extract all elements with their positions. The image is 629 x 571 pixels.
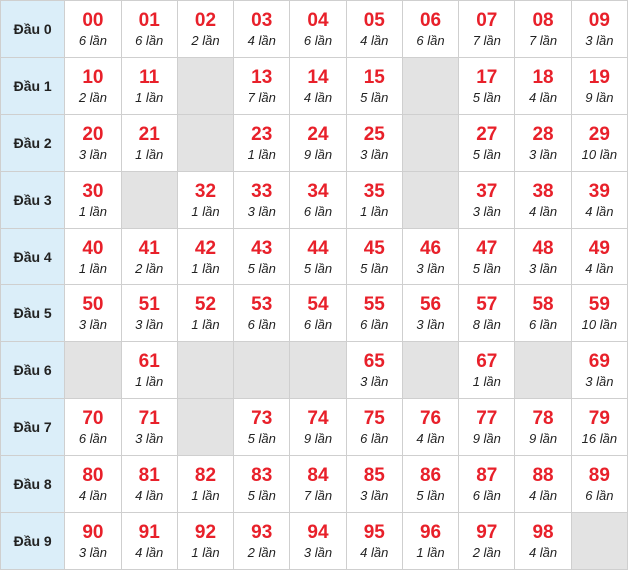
occurrence-count: 5 lần — [303, 260, 333, 276]
occurrence-count: 7 lần — [247, 89, 276, 105]
number-value: 06 — [419, 9, 442, 31]
occurrence-count: 3 lần — [360, 374, 389, 390]
occurrence-count: 1 lần — [191, 203, 220, 219]
occurrence-count: 5 lần — [247, 488, 276, 504]
occurrence-count: 3 lần — [78, 545, 108, 560]
occurrence-count: 2 lần — [472, 545, 501, 560]
number-cell — [234, 1, 290, 58]
occurrence-count: 3 lần — [360, 488, 389, 504]
occurrence-count: 1 lần — [191, 317, 220, 333]
row-head-label: Đầu 8 — [1, 456, 65, 513]
number-cell — [459, 285, 515, 342]
occurrence-count: 6 lần — [472, 488, 501, 504]
number-value: 27 — [476, 123, 498, 145]
number-value: 92 — [194, 522, 217, 543]
number-value: 80 — [82, 465, 104, 487]
number-value: 17 — [476, 66, 498, 88]
number-cell — [290, 171, 346, 228]
row-head-label: Đầu 9 — [1, 513, 65, 570]
number-value: 04 — [307, 9, 329, 31]
number-value: 03 — [251, 9, 273, 31]
number-value: 71 — [138, 408, 160, 430]
number-cell — [121, 342, 177, 399]
number-cell — [459, 228, 515, 285]
number-cell — [177, 456, 233, 513]
occurrence-count: 3 lần — [135, 431, 164, 447]
number-value: 37 — [476, 180, 498, 202]
number-cell — [346, 171, 402, 228]
number-value: 59 — [588, 294, 610, 316]
number-value: 67 — [476, 351, 498, 373]
number-cell — [234, 513, 290, 570]
number-value: 82 — [194, 465, 217, 487]
number-cell — [65, 57, 121, 114]
occurrence-count: 4 lần — [360, 545, 389, 560]
number-cell — [346, 114, 402, 171]
empty-cell — [177, 399, 233, 456]
occurrence-count: 1 lần — [360, 203, 389, 219]
number-value: 83 — [251, 465, 273, 487]
number-value: 07 — [476, 9, 498, 31]
occurrence-count: 1 lần — [191, 488, 220, 504]
number-cell — [65, 1, 121, 58]
number-cell — [177, 1, 233, 58]
occurrence-count: 3 lần — [416, 260, 445, 276]
number-cell — [571, 285, 627, 342]
table-row — [1, 342, 628, 399]
number-cell — [459, 456, 515, 513]
number-value: 21 — [138, 123, 160, 145]
number-value: 87 — [476, 465, 498, 487]
occurrence-count: 6 lần — [78, 431, 108, 447]
occurrence-count: 7 lần — [528, 32, 558, 48]
number-cell — [571, 342, 627, 399]
number-value: 73 — [251, 408, 273, 430]
number-value: 14 — [307, 66, 329, 88]
number-value: 96 — [419, 522, 442, 543]
occurrence-count: 16 lần — [581, 431, 618, 447]
number-value: 90 — [82, 522, 104, 543]
number-value: 76 — [419, 408, 442, 430]
number-cell — [571, 456, 627, 513]
number-cell — [65, 228, 121, 285]
number-value: 94 — [307, 522, 329, 543]
number-cell — [346, 513, 402, 570]
row-head-label: Đầu 4 — [1, 228, 65, 285]
number-value: 42 — [194, 237, 217, 259]
table-row — [1, 285, 628, 342]
number-cell — [121, 285, 177, 342]
occurrence-count: 1 lần — [247, 146, 276, 162]
empty-cell — [177, 342, 233, 399]
number-value: 74 — [307, 408, 329, 430]
number-value: 79 — [588, 408, 610, 430]
number-value: 65 — [363, 351, 385, 373]
empty-cell — [177, 57, 233, 114]
empty-cell — [571, 513, 627, 570]
number-value: 25 — [363, 123, 385, 145]
empty-cell — [290, 342, 346, 399]
number-cell — [290, 399, 346, 456]
number-value: 05 — [363, 9, 385, 31]
row-head-label: Đầu 5 — [1, 285, 65, 342]
occurrence-count: 9 lần — [303, 431, 333, 447]
occurrence-count: 4 lần — [135, 545, 164, 560]
number-cell — [402, 399, 458, 456]
occurrence-count: 6 lần — [360, 317, 389, 333]
number-value: 58 — [532, 294, 554, 316]
number-cell — [121, 1, 177, 58]
occurrence-count: 6 lần — [416, 32, 445, 48]
number-cell — [402, 513, 458, 570]
occurrence-count: 6 lần — [135, 32, 164, 48]
number-value: 48 — [532, 237, 554, 259]
number-cell — [121, 513, 177, 570]
occurrence-count: 6 lần — [528, 317, 558, 333]
occurrence-count: 9 lần — [472, 431, 501, 447]
row-head-label: Đầu 7 — [1, 399, 65, 456]
number-value: 19 — [588, 66, 610, 88]
occurrence-count: 1 lần — [78, 260, 108, 276]
number-cell — [459, 399, 515, 456]
number-value: 41 — [138, 237, 160, 259]
occurrence-count: 10 lần — [581, 146, 618, 162]
occurrence-count: 1 lần — [135, 374, 164, 390]
occurrence-count: 2 lần — [247, 545, 276, 560]
occurrence-count: 1 lần — [135, 89, 164, 105]
number-value: 33 — [251, 180, 273, 202]
number-cell — [234, 399, 290, 456]
occurrence-count: 5 lần — [360, 89, 389, 105]
number-cell — [515, 171, 571, 228]
number-value: 97 — [476, 522, 498, 543]
number-cell — [346, 228, 402, 285]
number-cell — [290, 285, 346, 342]
occurrence-count: 3 lần — [416, 317, 445, 333]
number-value: 54 — [307, 294, 329, 316]
occurrence-count: 4 lần — [416, 431, 445, 447]
occurrence-count: 7 lần — [303, 488, 333, 504]
number-cell — [459, 1, 515, 58]
number-value: 85 — [363, 465, 385, 487]
frequency-table-body — [1, 1, 628, 570]
occurrence-count: 4 lần — [247, 32, 276, 48]
number-value: 98 — [532, 522, 554, 543]
number-cell — [346, 57, 402, 114]
number-value: 75 — [363, 408, 385, 430]
number-cell — [459, 513, 515, 570]
occurrence-count: 5 lần — [247, 431, 276, 447]
occurrence-count: 3 lần — [585, 374, 614, 390]
number-value: 70 — [82, 408, 104, 430]
number-value: 43 — [251, 237, 273, 259]
number-value: 56 — [419, 294, 442, 316]
number-value: 01 — [138, 9, 160, 31]
occurrence-count: 4 lần — [528, 488, 558, 504]
number-value: 61 — [138, 351, 160, 373]
number-value: 34 — [307, 180, 329, 202]
occurrence-count: 3 lần — [585, 32, 614, 48]
number-value: 00 — [82, 9, 104, 31]
occurrence-count: 4 lần — [528, 545, 558, 560]
table-row — [1, 513, 628, 570]
number-cell — [177, 228, 233, 285]
occurrence-count: 1 lần — [191, 260, 220, 276]
number-value: 49 — [588, 237, 610, 259]
empty-cell — [121, 171, 177, 228]
number-cell — [515, 399, 571, 456]
occurrence-count: 6 lần — [360, 431, 389, 447]
number-cell — [515, 228, 571, 285]
number-cell — [346, 399, 402, 456]
number-cell — [234, 456, 290, 513]
number-cell — [290, 228, 346, 285]
number-cell — [346, 285, 402, 342]
number-cell — [515, 57, 571, 114]
number-cell — [571, 1, 627, 58]
number-cell — [515, 1, 571, 58]
number-cell — [65, 171, 121, 228]
occurrence-count: 2 lần — [191, 32, 220, 48]
empty-cell — [402, 57, 458, 114]
occurrence-count: 4 lần — [585, 260, 614, 276]
occurrence-count: 5 lần — [472, 260, 501, 276]
number-cell — [290, 1, 346, 58]
occurrence-count: 1 lần — [78, 203, 108, 219]
occurrence-count: 3 lần — [247, 203, 276, 219]
number-value: 53 — [251, 294, 273, 316]
row-head-label: Đầu 0 — [1, 1, 65, 58]
occurrence-count: 3 lần — [303, 545, 333, 560]
number-value: 91 — [138, 522, 160, 543]
number-cell — [515, 456, 571, 513]
number-cell — [65, 114, 121, 171]
number-value: 77 — [476, 408, 498, 430]
number-value: 02 — [194, 9, 217, 31]
occurrence-count: 9 lần — [303, 146, 333, 162]
empty-cell — [402, 114, 458, 171]
number-value: 55 — [363, 294, 385, 316]
occurrence-count: 3 lần — [135, 317, 164, 333]
occurrence-count: 5 lần — [416, 488, 445, 504]
number-cell — [65, 456, 121, 513]
number-cell — [346, 342, 402, 399]
occurrence-count: 6 lần — [247, 317, 276, 333]
occurrence-count: 4 lần — [528, 89, 558, 105]
number-value: 40 — [82, 237, 104, 259]
number-value: 11 — [139, 66, 160, 88]
occurrence-count: 4 lần — [528, 203, 558, 219]
number-value: 69 — [588, 351, 610, 373]
number-cell — [459, 171, 515, 228]
occurrence-count: 4 lần — [78, 488, 108, 504]
number-value: 52 — [194, 294, 217, 316]
occurrence-count: 6 lần — [303, 32, 333, 48]
occurrence-count: 9 lần — [528, 431, 558, 447]
number-value: 35 — [363, 180, 385, 202]
number-value: 23 — [251, 123, 273, 145]
number-cell — [571, 171, 627, 228]
occurrence-count: 10 lần — [581, 317, 618, 333]
number-cell — [402, 456, 458, 513]
occurrence-count: 6 lần — [303, 317, 333, 333]
occurrence-count: 6 lần — [585, 488, 614, 504]
empty-cell — [402, 171, 458, 228]
number-value: 13 — [251, 66, 273, 88]
number-cell — [65, 513, 121, 570]
occurrence-count: 5 lần — [247, 260, 276, 276]
table-row — [1, 456, 628, 513]
occurrence-count: 3 lần — [528, 146, 558, 162]
number-cell — [290, 456, 346, 513]
number-cell — [290, 57, 346, 114]
table-row — [1, 114, 628, 171]
number-value: 20 — [82, 123, 104, 145]
number-cell — [571, 57, 627, 114]
number-cell — [290, 513, 346, 570]
occurrence-count: 3 lần — [78, 317, 108, 333]
occurrence-count: 3 lần — [360, 146, 389, 162]
number-value: 86 — [419, 465, 442, 487]
number-value: 39 — [588, 180, 610, 202]
occurrence-count: 5 lần — [472, 89, 501, 105]
number-value: 08 — [532, 9, 554, 31]
row-head-label: Đầu 6 — [1, 342, 65, 399]
number-cell — [234, 57, 290, 114]
number-cell — [346, 1, 402, 58]
number-value: 10 — [82, 66, 104, 88]
number-cell — [121, 456, 177, 513]
number-cell — [177, 171, 233, 228]
number-value: 45 — [363, 237, 385, 259]
number-value: 28 — [532, 123, 554, 145]
number-cell — [121, 399, 177, 456]
number-cell — [459, 57, 515, 114]
row-head-label: Đầu 1 — [1, 57, 65, 114]
number-cell — [402, 1, 458, 58]
table-row — [1, 399, 628, 456]
row-head-label: Đầu 3 — [1, 171, 65, 228]
number-value: 18 — [532, 66, 554, 88]
number-value: 78 — [532, 408, 554, 430]
number-cell — [515, 285, 571, 342]
occurrence-count: 2 lần — [78, 89, 108, 105]
number-value: 30 — [82, 180, 104, 202]
number-cell — [234, 285, 290, 342]
occurrence-count: 4 lần — [360, 32, 389, 48]
number-value: 15 — [363, 66, 385, 88]
occurrence-count: 2 lần — [135, 260, 164, 276]
number-cell — [177, 285, 233, 342]
number-cell — [346, 456, 402, 513]
occurrence-count: 4 lần — [303, 89, 333, 105]
empty-cell — [65, 342, 121, 399]
number-cell — [121, 57, 177, 114]
number-cell — [515, 114, 571, 171]
number-cell — [459, 114, 515, 171]
empty-cell — [234, 342, 290, 399]
number-cell — [515, 513, 571, 570]
number-cell — [177, 513, 233, 570]
number-value: 93 — [251, 522, 273, 543]
number-value: 95 — [363, 522, 385, 543]
occurrence-count: 4 lần — [585, 203, 614, 219]
number-cell — [571, 114, 627, 171]
occurrence-count: 3 lần — [78, 146, 108, 162]
occurrence-count: 5 lần — [360, 260, 389, 276]
number-value: 50 — [82, 294, 104, 316]
occurrence-count: 1 lần — [191, 545, 220, 560]
table-row — [1, 228, 628, 285]
occurrence-count: 7 lần — [472, 32, 501, 48]
empty-cell — [515, 342, 571, 399]
number-cell — [402, 285, 458, 342]
occurrence-count: 4 lần — [135, 488, 164, 504]
number-value: 84 — [307, 465, 329, 487]
number-value: 44 — [307, 237, 329, 259]
table-row — [1, 57, 628, 114]
number-cell — [459, 342, 515, 399]
empty-cell — [402, 342, 458, 399]
number-cell — [121, 228, 177, 285]
number-value: 32 — [194, 180, 217, 202]
occurrence-count: 8 lần — [472, 317, 501, 333]
row-head-label: Đầu 2 — [1, 114, 65, 171]
number-value: 46 — [419, 237, 442, 259]
occurrence-count: 6 lần — [303, 203, 333, 219]
number-value: 09 — [588, 9, 610, 31]
number-cell — [65, 399, 121, 456]
table-row — [1, 1, 628, 58]
number-cell — [121, 114, 177, 171]
number-cell — [234, 228, 290, 285]
occurrence-count: 3 lần — [528, 260, 558, 276]
number-value: 89 — [588, 465, 610, 487]
number-cell — [234, 114, 290, 171]
number-value: 38 — [532, 180, 554, 202]
table-row — [1, 171, 628, 228]
occurrence-count: 5 lần — [472, 146, 501, 162]
number-cell — [402, 228, 458, 285]
occurrence-count: 1 lần — [472, 374, 501, 390]
number-value: 51 — [138, 294, 160, 316]
number-value: 47 — [476, 237, 498, 259]
number-value: 81 — [138, 465, 160, 487]
number-cell — [65, 285, 121, 342]
occurrence-count: 3 lần — [472, 203, 501, 219]
number-cell — [290, 114, 346, 171]
occurrence-count: 6 lần — [78, 32, 108, 48]
number-value: 29 — [588, 123, 610, 145]
occurrence-count: 9 lần — [585, 89, 614, 105]
number-cell — [234, 171, 290, 228]
occurrence-count: 1 lần — [416, 545, 445, 560]
number-value: 88 — [532, 465, 554, 487]
number-value: 57 — [476, 294, 498, 316]
number-cell — [571, 228, 627, 285]
empty-cell — [177, 114, 233, 171]
number-value: 24 — [307, 123, 329, 145]
occurrence-count: 1 lần — [135, 146, 164, 162]
number-cell — [571, 399, 627, 456]
